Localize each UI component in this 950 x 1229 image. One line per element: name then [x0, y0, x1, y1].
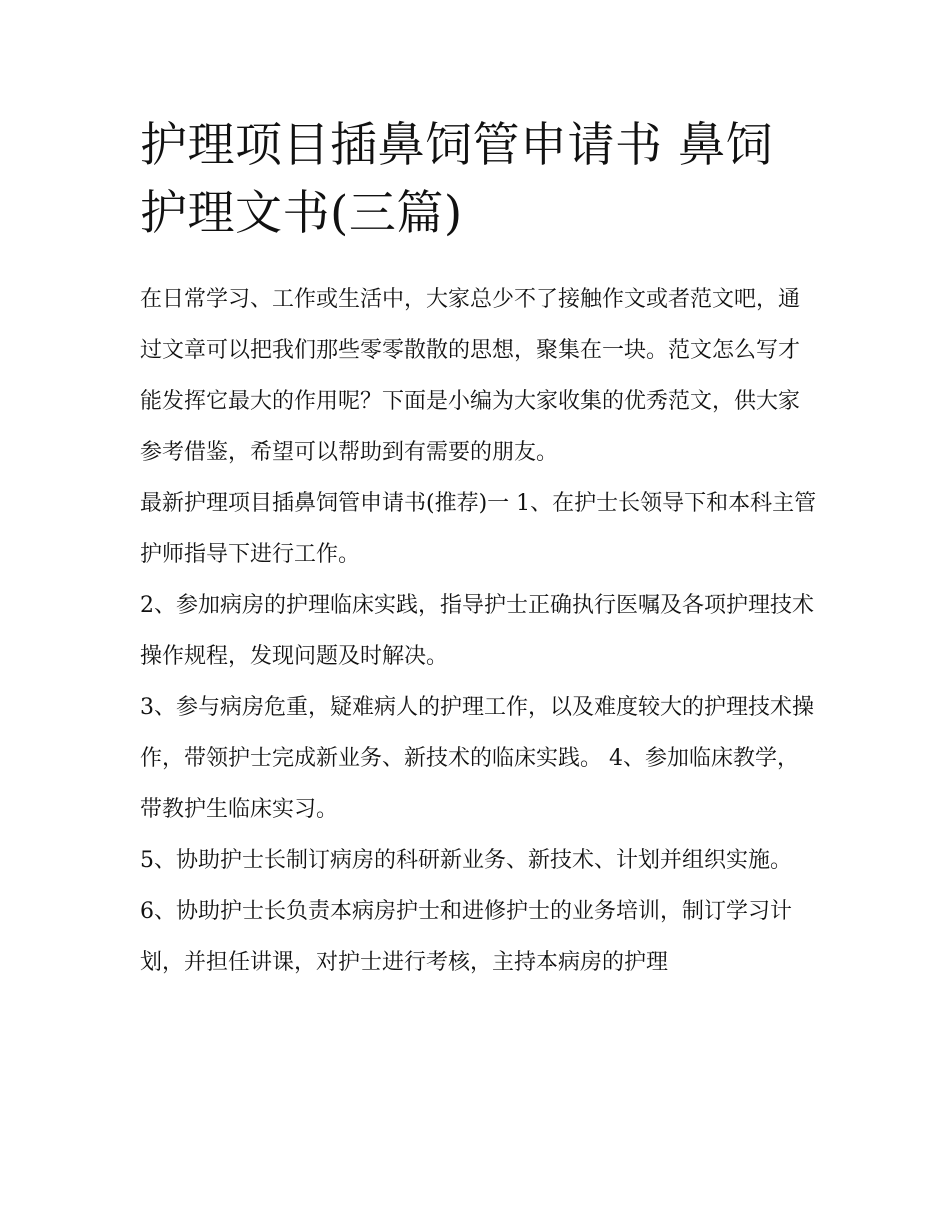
paragraph-item-3-4: 3、参与病房危重，疑难病人的护理工作，以及难度较大的护理技术操作，带领护士完成新业务、新技术的临床实践。 4、参加临床教学，带教护生临床实习。 — [140, 695, 814, 822]
document-title: 护理项目插鼻饲管申请书 鼻饲护理文书(三篇) — [140, 118, 773, 241]
paragraph-intro: 在日常学习、工作或生活中，大家总少不了接触作文或者范文吧，通过文章可以把我们那些零零散散的思想，聚集在一块。范文怎么写才能发挥它最大的作用呢？下面是小编为大家收集的优秀范文，供大家参考借鉴，希望可以帮助到有需要的朋友。 — [140, 287, 801, 465]
paragraph-item-5: 5、协助护士长制订病房的科研新业务、新技术、计划并组织实施。 — [140, 848, 792, 873]
paragraph-item-2: 2、参加病房的护理临床实践，指导护士正确执行医嘱及各项护理技术操作规程，发现问题及时解决。 — [140, 593, 814, 669]
document-body — [140, 112, 820, 988]
paragraph-item-6: 6、协助护士长负责本病房护士和进修护士的业务培训，制订学习计划，并担任讲课，对护士进行考核，主持本病房的护理 — [140, 899, 792, 975]
paragraph-item-1: 最新护理项目插鼻饲管申请书(推荐)一 1、在护士长领导下和本科主管护师指导下进行工作。 — [140, 491, 817, 567]
